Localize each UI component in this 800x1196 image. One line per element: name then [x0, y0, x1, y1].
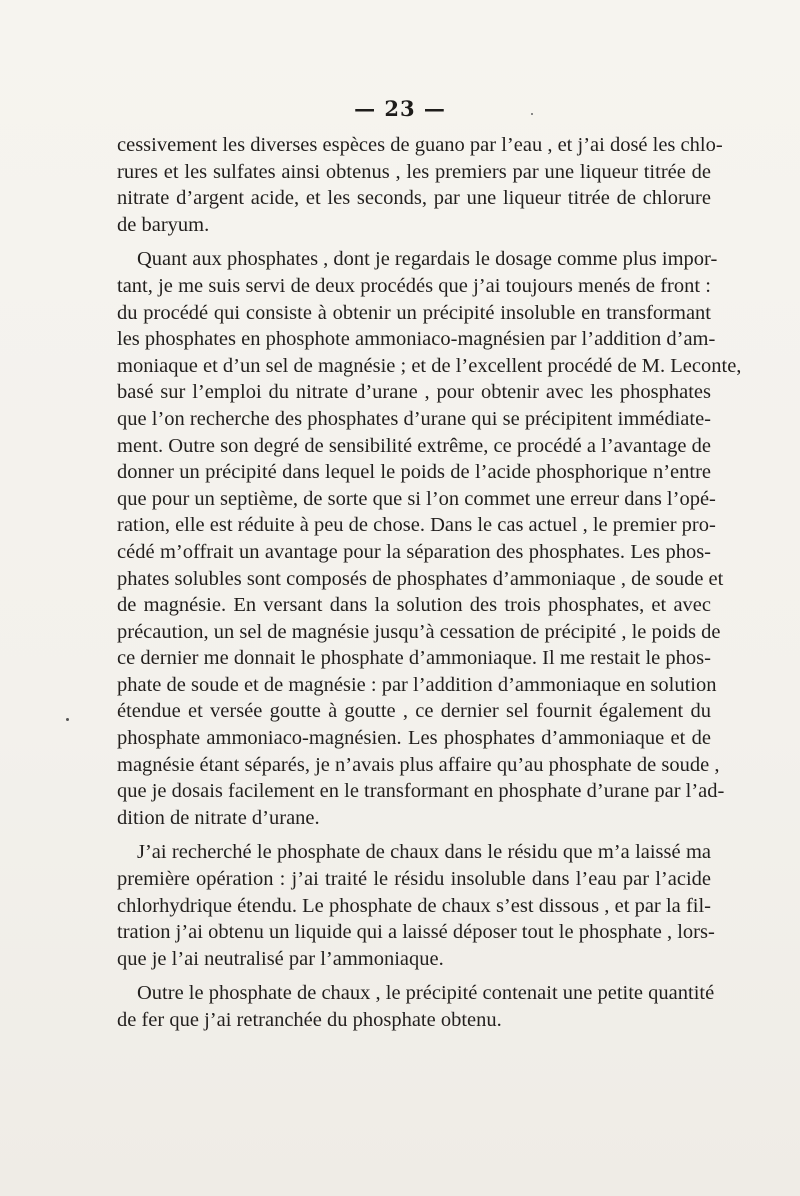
text-line: Quant aux phosphates , dont je regardais le dosage comme plus impor- — [137, 248, 718, 271]
text-line: donner un précipité dans lequel le poids de l’acide phosphorique n’entre — [117, 461, 711, 484]
text-line: cessivement les diverses espèces de guano par l’eau , et j’ai dosé les chlo- — [117, 134, 723, 156]
margin-mark — [66, 718, 69, 721]
text-line: cédé m’offrait un avantage pour la séparation des phosphates. Les phos- — [117, 540, 711, 563]
paragraph-2 — [117, 246, 742, 831]
text-line: que pour un septième, de sorte que si l’on commet une erreur dans l’opé- — [117, 487, 716, 510]
text-line: étendue et versée goutte à goutte , ce dernier sel fournit également du — [117, 700, 711, 723]
text-line: que je l’ai neutralisé par l’ammoniaque. — [117, 947, 444, 970]
text-line: phosphate ammoniaco-magnésien. Les phosphates d’ammoniaque et de — [117, 727, 711, 750]
text-line: précaution, un sel de magnésie jusqu’à cessation de précipité , le poids de — [117, 620, 721, 643]
text-line: rures et les sulfates ainsi obtenus , les premiers par une liqueur titrée de — [117, 160, 711, 183]
paragraph-1 — [117, 132, 723, 238]
text-line: que l’on recherche des phosphates d’urane qui se précipitent immédiate- — [117, 407, 711, 430]
text-line: chlorhydrique étendu. Le phosphate de chaux s’est dissous , et par la fil- — [117, 894, 711, 917]
text-line: dition de nitrate d’urane. — [117, 806, 320, 829]
text-line: phates solubles sont composés de phosphates d’ammoniaque , de soude et — [117, 567, 724, 590]
text-line: phate de soude et de magnésie : par l’addition d’ammoniaque en solution — [117, 673, 717, 696]
text-line: basé sur l’emploi du nitrate d’urane , pour obtenir avec les phosphates — [117, 381, 711, 404]
text-line: les phosphates en phosphote ammoniaco-magnésien par l’addition d’am- — [117, 328, 716, 351]
text-line: moniaque et d’un sel de magnésie ; et de l’excellent procédé de M. Leconte, — [117, 354, 742, 377]
text-line: du procédé qui consiste à obtenir un précipité insoluble en transformant — [117, 301, 711, 324]
text-line: ment. Outre son degré de sensibilité extrême, ce procédé a l’avantage de — [117, 434, 711, 457]
text-line: magnésie étant séparés, je n’avais plus affaire qu’au phosphate de soude , — [117, 753, 720, 776]
text-line: J’ai recherché le phosphate de chaux dans le résidu que m’a laissé ma — [137, 841, 711, 864]
text-line: nitrate d’argent acide, et les seconds, par une liqueur titrée de chlorure — [117, 187, 711, 210]
paragraph-4 — [117, 980, 715, 1033]
text-line: de magnésie. En versant dans la solution des trois phosphates, et avec — [117, 594, 711, 617]
paragraph-3 — [117, 839, 715, 972]
text-line: ce dernier me donnait le phosphate d’ammoniaque. Il me restait le phos- — [117, 647, 711, 670]
body-text — [117, 132, 742, 1034]
text-line: première opération : j’ai traité le résidu insoluble dans l’eau par l’acide — [117, 868, 711, 891]
page-number: — 23 — — [354, 96, 446, 121]
text-line: que je dosais facilement en le transformant en phosphate d’urane par l’ad- — [117, 780, 725, 803]
text-line: Outre le phosphate de chaux , le précipité contenait une petite quantité — [137, 982, 715, 1005]
text-line: tant, je me suis servi de deux procédés que j’ai toujours menés de front : — [117, 274, 711, 297]
text-line: de fer que j’ai retranchée du phosphate obtenu. — [117, 1009, 502, 1031]
text-line: ration, elle est réduite à peu de chose. Dans le cas actuel , le premier pro- — [117, 514, 716, 537]
text-line: de baryum. — [117, 213, 210, 236]
text-line: tration j’ai obtenu un liquide qui a laissé déposer tout le phosphate , lors- — [117, 921, 715, 944]
